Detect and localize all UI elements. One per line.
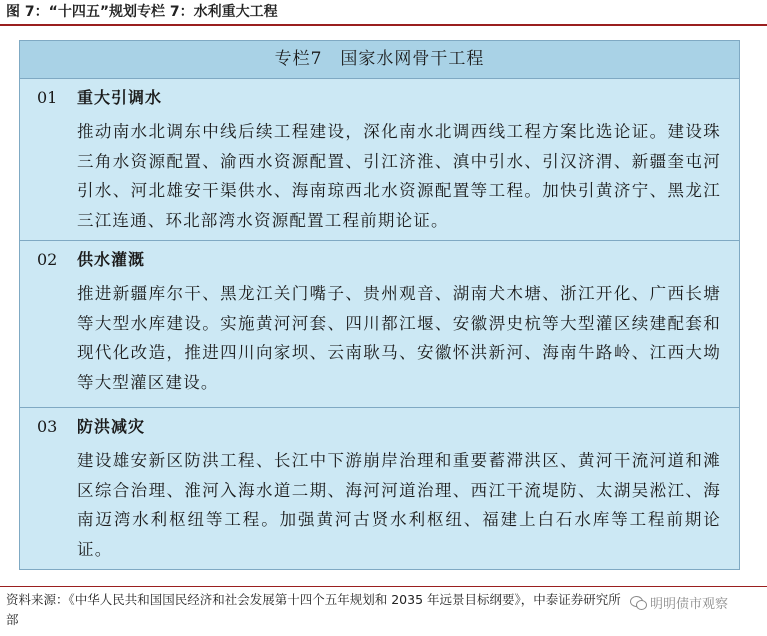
section-title: 供水灌溉 [77,250,146,269]
bottom-divider [0,586,767,587]
panel-header: 专栏7 国家水网骨干工程 [20,41,739,79]
section-body: 建设雄安新区防洪工程、长江中下游崩岸治理和重要蓄滞洪区、黄河干流河道和滩区综合治理、淮河入海水道二期、海河河道治理、西江干流堤防、太湖吴淞江、海南迈湾水利枢纽等工程。加强黄河古贤水利枢纽、福建上白石水库等工程前期论证。 [77,451,721,559]
section-body: 推进新疆库尔干、黑龙江关门嘴子、贵州观音、湖南犬木塘、浙江开化、广西长塘等大型水库建设。实施黄河河套、四川都江堰、安徽淠史杭等大型灌区续建配套和现代化改造，推进四川向家坝、云南耿马、安徽怀洪新河、海南牛路岭、江西大坳等大型灌区建设。 [77,284,721,392]
section-number: 02 [37,250,58,269]
section-title: 重大引调水 [77,88,163,107]
column-panel [19,40,740,570]
section-body: 推动南水北调东中线后续工程建设，深化南水北调西线工程方案比选论证。建设珠三角水资源配置、渝西水资源配置、引江济淮、滇中引水、引汉济渭、新疆奎屯河引水、河北雄安干渠供水、海南琼西北水资源配置等工程。加快引黄济宁、黑龙江三江连通、环北部湾水资源配置工程前期论证。 [77,122,721,230]
watermark-text: 明明债市观察 [650,596,729,612]
section-water-diversion [20,79,739,241]
section-number: 01 [37,88,58,107]
section-flood-control [20,408,739,570]
section-title: 防洪减灾 [77,417,146,436]
wechat-icon [630,595,646,609]
section-water-supply-irrigation [20,241,739,408]
top-divider [0,24,767,26]
source-note: 资料来源：《中华人民共和国国民经济和社会发展第十四个五年规划和 2035 年远景目标纲要》，中泰证券研究所部 [6,592,621,627]
figure-title: 图 7：“十四五”规划专栏 7：水利重大工程 [6,4,278,20]
section-number: 03 [37,417,58,436]
watermark [630,592,728,612]
